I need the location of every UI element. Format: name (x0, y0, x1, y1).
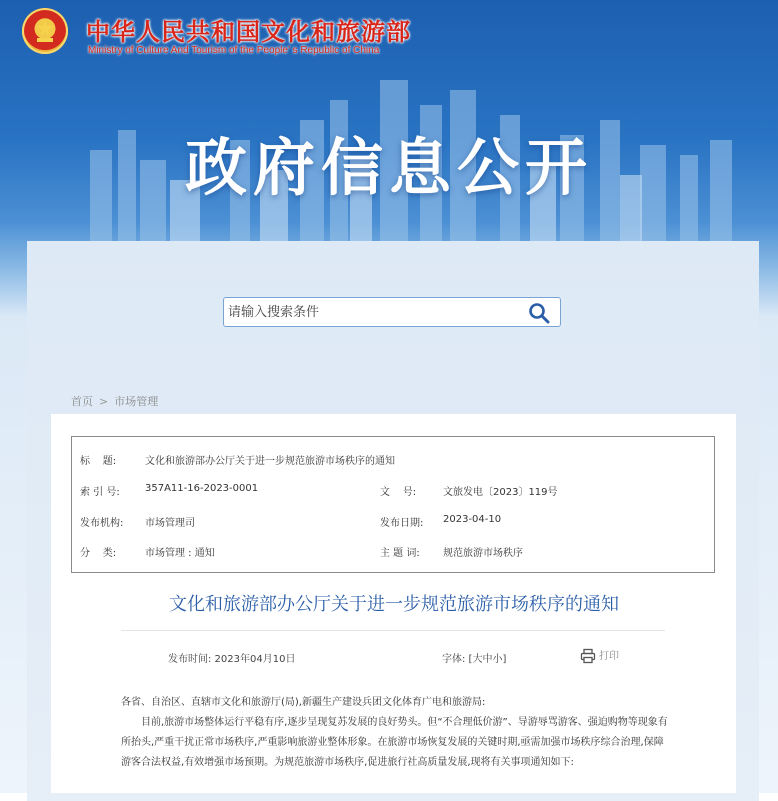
meta-docno-label: 文 号: (380, 487, 417, 498)
banner-title: 政府信息公开 (184, 131, 593, 204)
search-box (223, 297, 561, 327)
print-button[interactable] (580, 647, 619, 664)
meta-row-index (72, 483, 714, 499)
meta-subject-value: 规范旅游市场秩序 (443, 548, 523, 559)
ministry-name-en[interactable]: Ministry of Culture And Tourism of the People’ s Republic of China (88, 45, 380, 56)
meta-org-label: 发布机构: (80, 518, 124, 529)
meta-title-label: 标 题: (80, 456, 117, 467)
meta-docno-value: 文旅发电〔2023〕119号 (443, 487, 558, 498)
print-label: 打印 (599, 651, 619, 662)
meta-org-value: 市场管理司 (145, 518, 195, 529)
breadcrumb-current-link[interactable]: 市场管理 (114, 395, 159, 408)
meta-subject-label: 主 题 词: (380, 548, 420, 559)
meta-row-category (72, 544, 714, 560)
article-paragraph-1: 目前,旅游市场整体运行平稳有序,逐步呈现复苏发展的良好势头。但“不合理低价游”、导游辱骂游客、强迫购物等现象有所抬头,严重干扰正常市场秩序,严重影响旅游业整体形象。在旅游市场恢复发展的关键时期,亟需加强市场秩序综合治理,保障游客合法权益,有效增强市场预期。为规范旅游市场秩序,促进旅行社高质量发展,现将有关事项通知如下: (121, 717, 668, 768)
meta-row-title (72, 452, 714, 468)
search-icon[interactable] (528, 302, 550, 324)
meta-category-value: 市场管理 : 通知 (145, 548, 215, 559)
publish-time: 发布时间: 2023年04月10日 (168, 654, 296, 665)
article-salutation: 各省、自治区、直辖市文化和旅游厅(局),新疆生产建设兵团文化体育广电和旅游局: (121, 697, 486, 708)
meta-category-label: 分 类: (80, 548, 117, 559)
breadcrumb (71, 393, 158, 409)
national-emblem-icon[interactable] (22, 8, 68, 54)
meta-row-org (72, 514, 714, 530)
meta-date-label: 发布日期: (380, 518, 424, 529)
title-divider (121, 630, 665, 631)
meta-title-value: 文化和旅游部办公厅关于进一步规范旅游市场秩序的通知 (145, 456, 395, 467)
breadcrumb-separator: > (99, 395, 109, 408)
font-size-selector[interactable]: 字体: [大中小] (442, 654, 507, 665)
meta-index-value: 357A11-16-2023-0001 (145, 483, 259, 494)
search-input[interactable] (226, 300, 520, 324)
meta-index-label: 索 引 号: (80, 487, 120, 498)
printer-icon (580, 648, 596, 664)
ministry-name-cn[interactable]: 中华人民共和国文化和旅游部 (86, 18, 411, 46)
article-title: 文化和旅游部办公厅关于进一步规范旅游市场秩序的通知 (169, 594, 619, 615)
breadcrumb-home-link[interactable]: 首页 (71, 395, 93, 408)
document-meta-table (71, 436, 715, 573)
meta-date-value: 2023-04-10 (443, 514, 502, 525)
